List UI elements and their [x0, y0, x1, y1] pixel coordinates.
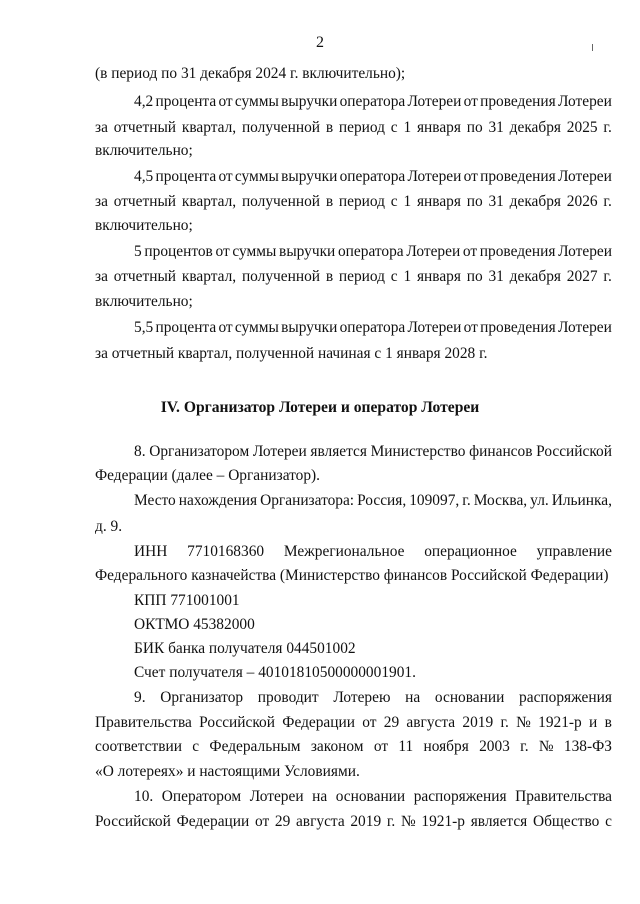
word: основании: [434, 689, 505, 706]
word: от: [463, 319, 478, 336]
word: декабря: [509, 268, 561, 285]
word: проведения: [480, 168, 556, 185]
text-line: Счет получателя – 40101810500000001901.: [134, 664, 416, 681]
word: суммы: [234, 93, 279, 110]
word: Организатора:: [260, 492, 355, 509]
word: 31: [488, 268, 504, 285]
word: 11: [398, 738, 414, 755]
word: суммы: [234, 168, 279, 185]
word: г.: [386, 813, 396, 830]
word: от: [218, 168, 233, 185]
word: отчетный: [113, 268, 177, 285]
text-line: ОКТМО 45382000: [134, 616, 255, 633]
word: Лотерею: [333, 689, 391, 706]
word: 29: [383, 714, 400, 731]
word: Российской: [199, 714, 275, 731]
word: период: [338, 119, 385, 136]
word: 1: [403, 119, 412, 136]
word: процента: [155, 168, 217, 185]
word: квартал,: [181, 119, 237, 136]
word: Москва,: [473, 492, 528, 509]
word: квартал,: [181, 193, 237, 210]
word: №: [516, 714, 531, 731]
text-line: [134, 92, 612, 112]
word: 4,2: [134, 93, 154, 110]
text-line: [134, 542, 612, 562]
word: г.: [462, 492, 471, 509]
word: распоряжения: [413, 788, 507, 805]
word: законом: [310, 738, 364, 755]
word: от: [218, 93, 233, 110]
word: от: [215, 243, 230, 260]
text-line: [95, 812, 612, 832]
word: Общество: [532, 813, 600, 830]
text-line: (в период по 31 декабря 2024 г. включительно);: [95, 65, 406, 82]
word: 1921-р: [421, 813, 465, 830]
word: 1921-р: [538, 714, 582, 731]
text-line: БИК банка получателя 044501002: [134, 640, 356, 657]
word: полученной: [241, 119, 321, 136]
word: Лотереи: [406, 243, 461, 260]
word: от: [463, 93, 478, 110]
word: выручки: [281, 168, 338, 185]
word: Межрегиональное: [283, 543, 405, 560]
text-line: д. 9.: [95, 518, 123, 535]
word: января: [416, 119, 461, 136]
word: Федерации: [282, 714, 355, 731]
word: Лотереи: [558, 319, 612, 336]
word: и: [589, 714, 598, 731]
word: ул.: [530, 492, 549, 509]
word: проведения: [479, 243, 556, 260]
word: на: [312, 788, 328, 805]
word: в: [325, 268, 334, 285]
word: выручки: [281, 93, 338, 110]
word: от: [373, 738, 389, 755]
word: за: [95, 268, 108, 285]
word: 7710168360: [187, 543, 265, 560]
word: 9.: [134, 689, 146, 706]
word: г.: [520, 738, 529, 755]
word: с: [192, 738, 200, 755]
text-line: «О лотереях» и настоящими Условиями.: [95, 763, 360, 780]
word: 138-ФЗ: [563, 738, 612, 755]
word: г.: [603, 193, 612, 210]
word: Лотереи: [558, 243, 612, 260]
word: 1: [403, 268, 412, 285]
word: управление: [536, 543, 612, 560]
word: в: [325, 119, 334, 136]
word: Федеральным: [209, 738, 301, 755]
word: выручки: [281, 319, 338, 336]
word: Лотереи: [407, 319, 462, 336]
text-line: [134, 318, 612, 338]
text-line: [134, 491, 612, 511]
word: г.: [603, 119, 612, 136]
word: на: [405, 689, 421, 706]
word: проведения: [480, 319, 556, 336]
word: с: [390, 268, 398, 285]
text-line: включительно;: [95, 217, 193, 234]
word: является: [470, 813, 528, 830]
word: Лотереи: [249, 788, 304, 805]
word: по: [466, 193, 483, 210]
word: отчетный: [113, 193, 177, 210]
word: Лотереи: [407, 168, 462, 185]
word: оператора: [339, 168, 406, 185]
word: период: [338, 268, 385, 285]
word: г.: [500, 714, 509, 731]
word: декабря: [509, 193, 561, 210]
word: от: [218, 319, 233, 336]
word: операционное: [424, 543, 517, 560]
word: 31: [488, 119, 504, 136]
word: 5,5: [134, 319, 154, 336]
word: с: [390, 119, 398, 136]
word: за: [95, 193, 108, 210]
word: 8.: [134, 443, 146, 460]
word: период: [338, 193, 385, 210]
word: Лотереи: [558, 168, 612, 185]
text-line: включительно;: [95, 293, 193, 310]
word: 2026: [566, 193, 598, 210]
text-line: [95, 118, 612, 138]
word: процента: [155, 319, 217, 336]
text-line: [134, 167, 612, 187]
word: Лотереи: [252, 443, 307, 460]
text-line: [134, 787, 612, 807]
word: полученной: [241, 268, 321, 285]
word: №: [538, 738, 554, 755]
word: 2019: [462, 714, 494, 731]
word: 4,5: [134, 168, 154, 185]
word: 1: [403, 193, 412, 210]
word: за: [95, 119, 108, 136]
word: Организатором: [149, 443, 250, 460]
word: ноября: [423, 738, 469, 755]
word: августа: [406, 714, 456, 731]
word: 5: [134, 243, 142, 260]
word: Российской: [95, 813, 171, 830]
text-line: [134, 242, 612, 262]
word: Ильинка,: [551, 492, 612, 509]
word: по: [466, 119, 483, 136]
word: оператора: [339, 93, 406, 110]
word: соответствии: [95, 738, 182, 755]
text-line: [95, 713, 612, 733]
word: нахождения: [178, 492, 258, 509]
word: 2003: [479, 738, 510, 755]
word: оператора: [339, 319, 406, 336]
text-line: включительно;: [95, 142, 193, 159]
page-number: 2: [316, 34, 324, 51]
word: с: [390, 193, 398, 210]
word: января: [416, 268, 461, 285]
word: 31: [488, 193, 504, 210]
word: Лотереи: [407, 93, 462, 110]
word: от: [362, 714, 377, 731]
word: Лотереи: [558, 93, 612, 110]
word: процента: [155, 93, 217, 110]
word: в: [325, 193, 334, 210]
word: от: [463, 168, 478, 185]
word: распоряжения: [519, 689, 612, 706]
word: Российской: [536, 443, 612, 460]
word: 109097,: [409, 492, 460, 509]
word: от: [254, 813, 270, 830]
word: суммы: [232, 243, 277, 260]
word: по: [466, 268, 483, 285]
word: проводит: [257, 689, 319, 706]
word: финансов: [469, 443, 533, 460]
word: Правительства: [95, 714, 192, 731]
word: с: [605, 813, 612, 830]
text-line: Федерации (далее – Организатор).: [95, 467, 321, 484]
word: г.: [603, 268, 612, 285]
word: отчетный: [113, 119, 177, 136]
word: проведения: [480, 93, 556, 110]
word: от: [462, 243, 478, 260]
text-line: за отчетный квартал, полученной начиная с 1 января 2028 г.: [95, 345, 488, 362]
word: августа: [295, 813, 345, 830]
word: суммы: [234, 319, 279, 336]
word: 2027: [566, 268, 598, 285]
word: 2025: [566, 119, 598, 136]
word: 29: [274, 813, 291, 830]
word: основании: [335, 788, 406, 805]
text-line: [95, 737, 612, 757]
word: процентов: [144, 243, 213, 260]
section-heading: IV. Организатор Лотереи и оператор Лотереи: [160, 399, 480, 416]
word: января: [416, 193, 461, 210]
word: в: [604, 714, 612, 731]
word: Федерации: [176, 813, 250, 830]
word: оператора: [337, 243, 404, 260]
word: Россия,: [357, 492, 407, 509]
word: ИНН: [134, 543, 168, 560]
text-line: [134, 442, 612, 462]
text-line: Федерального казначейства (Министерство финансов Российской Федерации): [95, 567, 609, 584]
word: №: [400, 813, 416, 830]
word: 10.: [134, 788, 154, 805]
word: Оператором: [161, 788, 242, 805]
word: выручки: [279, 243, 336, 260]
word: Министерство: [370, 443, 466, 460]
text-line: КПП 771001001: [134, 592, 240, 609]
word: полученной: [241, 193, 321, 210]
text-line: [95, 267, 612, 287]
word: Место: [134, 492, 176, 509]
word: является: [310, 443, 367, 460]
word: Правительства: [515, 788, 612, 805]
word: декабря: [509, 119, 561, 136]
text-line: [95, 192, 612, 212]
word: квартал,: [181, 268, 237, 285]
word: 2019: [350, 813, 382, 830]
text-line: [134, 688, 612, 708]
word: Организатор: [160, 689, 244, 706]
